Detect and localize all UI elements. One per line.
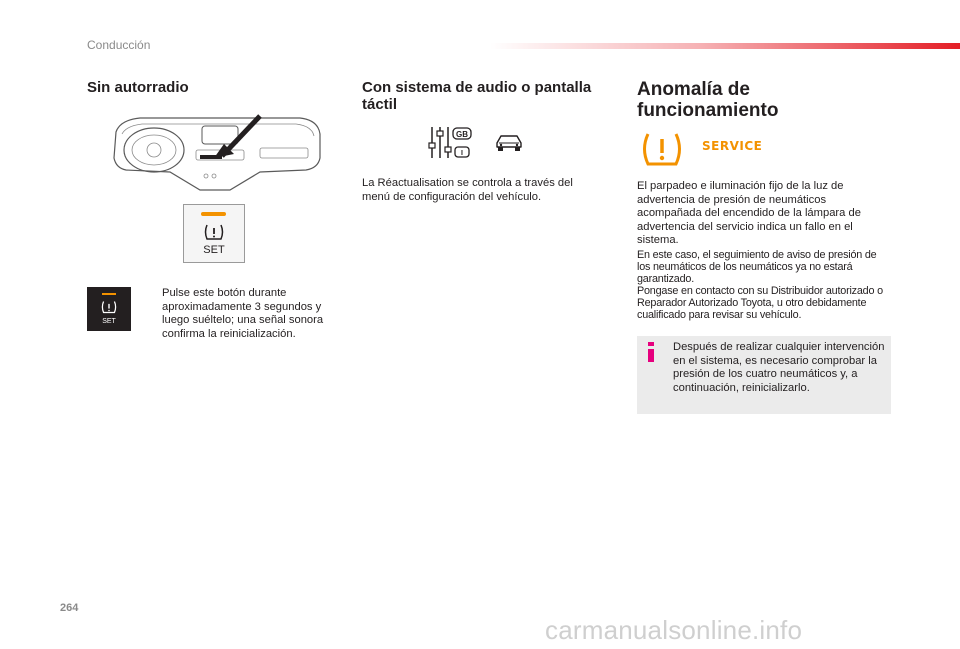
title-anomalia-line2: funcionamiento <box>637 100 779 121</box>
set-label: SET <box>203 244 225 256</box>
anomalia-paragraph-1: El parpadeo e iluminación fijo de la luz de advertencia de presión de neumáticos acompañada del encendido de la lámpara de advertencia del servicio indica un fallo en el sistema. <box>637 180 861 246</box>
anomalia-paragraph-2b: Pongase en contacto con su Distribuidor autorizado o Reparador Autorizado Toyota, u otro debidamente cualificado para revisar su vehículo. <box>637 285 883 321</box>
info-icon <box>645 342 657 362</box>
thumbnail-set-label: SET <box>102 318 116 325</box>
dashboard-illustration <box>110 110 322 192</box>
watermark: carmanualsonline.info <box>545 615 803 645</box>
audio-system-text: La Réactualisation se controla a través del menú de configuración del vehículo. <box>362 177 573 203</box>
title-sin-autorradio: Sin autorradio <box>87 79 189 96</box>
service-warning-label: SERVICE <box>702 139 763 153</box>
language-badge-text: GB <box>456 130 468 139</box>
instruction-text: Pulse este botón durante aproximadamente 3 segundos y luego suéltelo; una señal sonora confirma la reinicialización. <box>162 287 324 340</box>
tire-pressure-warning-icon <box>204 223 224 241</box>
info-note-text: Después de realizar cualquier intervención en el sistema, es necesario comprobar la presión de los cuatro neumáticos y, a continuación, reinicializarlo. <box>673 341 885 394</box>
section-header: Conducción <box>87 38 151 52</box>
set-button-thumbnail <box>87 287 131 331</box>
vehicle-icon <box>494 132 524 156</box>
tpms-set-button-panel <box>183 204 245 263</box>
tire-pressure-warning-lamp-icon <box>641 131 683 167</box>
title-audio-line1: Con sistema de audio o pantalla <box>362 79 592 96</box>
info-note-box <box>637 336 891 414</box>
info-badge-text: I <box>461 150 463 157</box>
thumbnail-tire-pressure-icon <box>101 300 117 314</box>
button-indicator-light <box>201 212 226 216</box>
header-accent-bar <box>490 43 960 49</box>
anomalia-paragraph-2a: En este caso, el seguimiento de aviso de presión de los neumáticos de los neumáticos ya no estará garantizado. <box>637 249 877 285</box>
thumbnail-indicator-light <box>102 293 116 295</box>
title-anomalia <box>637 79 897 121</box>
anomalia-paragraph-2 <box>637 249 891 321</box>
settings-sliders-icon <box>428 125 473 160</box>
page-number: 264 <box>60 602 79 614</box>
title-audio-line2: táctil <box>362 96 398 113</box>
title-anomalia-line1: Anomalía de <box>637 79 750 100</box>
title-audio-system <box>362 79 612 113</box>
